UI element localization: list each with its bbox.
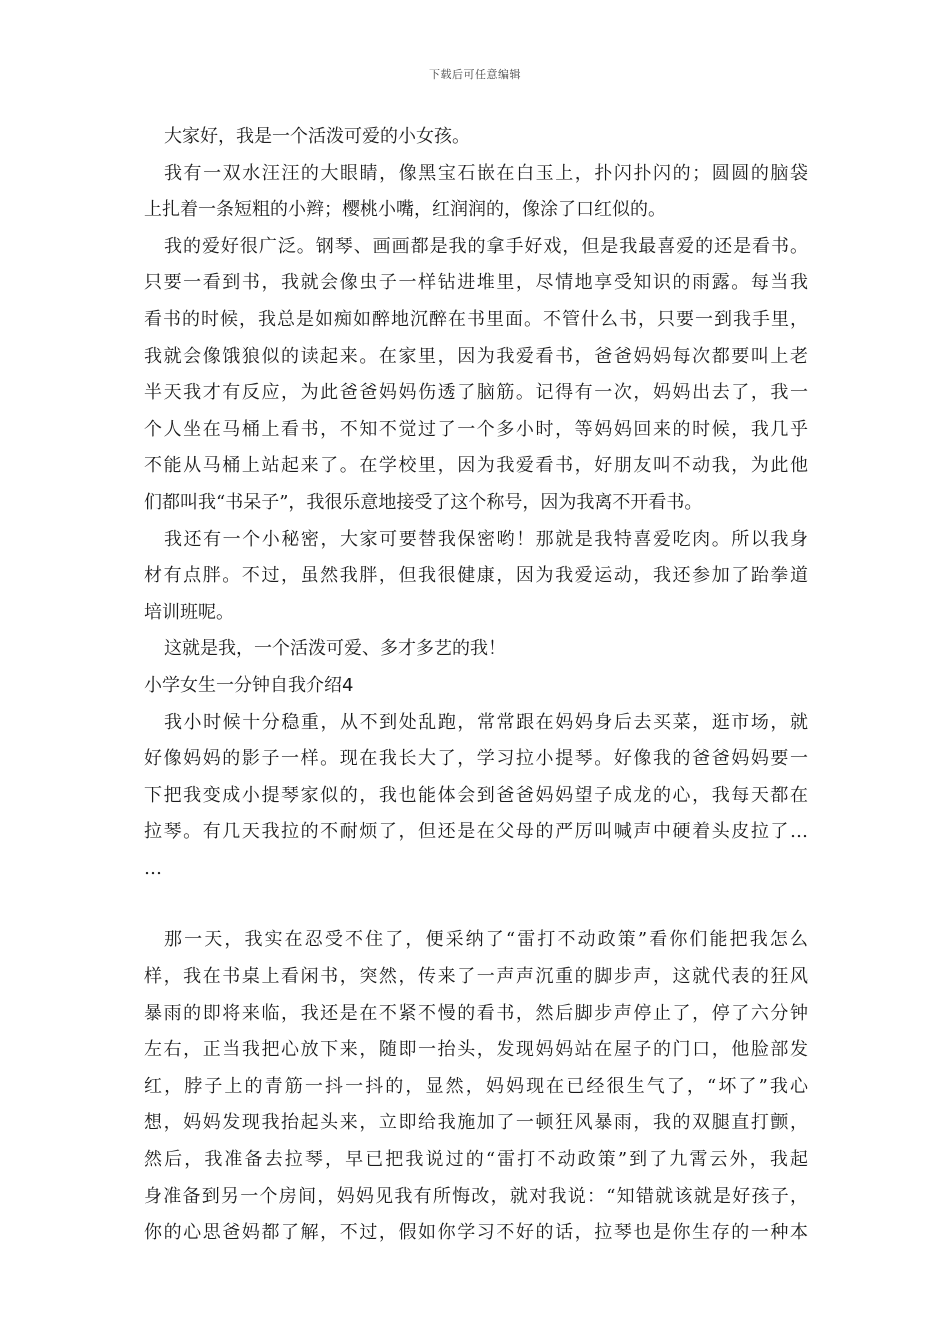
text-line: 你的心思爸妈都了解，不过，假如你学习不好的话，拉琴也是你生存的一种本 [144,1222,808,1244]
document-body [144,119,808,1252]
text-line: 暴雨的即将来临，我还是在不紧不慢的看书，然后脚步声停止了，停了六分钟 [144,1002,808,1024]
text-line: 不能从马桶上站起来了。在学校里，因为我爱看书，好朋友叫不动我，为此他 [144,455,808,477]
text-line: 想，妈妈发现我抬起头来，立即给我施加了一顿狂风暴雨，我的双腿直打颤， [144,1112,808,1134]
text-line: 我有一双水汪汪的大眼睛，像黑宝石嵌在白玉上，扑闪扑闪的；圆圆的脑袋 [164,162,808,184]
text-line: 这就是我，一个活泼可爱、多才多艺的我！ [164,638,506,660]
text-line: … [144,857,162,879]
text-line: 们都叫我“书呆子”，我很乐意地接受了这个称号，因为我离不开看书。 [144,491,703,513]
text-line: 培训班呢。 [144,601,234,623]
text-line: 我就会像饿狼似的读起来。在家里，因为我爱看书，爸爸妈妈每次都要叫上老 [144,345,808,367]
section-paragraph-1 [144,705,808,888]
text-line: 大家好，我是一个活泼可爱的小女孩。 [164,126,470,147]
section-paragraph-2 [144,922,808,1251]
text-line: 半天我才有反应，为此爸爸妈妈伤透了脑筋。记得有一次，妈妈出去了，我一 [144,382,808,404]
text-line: 下把我变成小提琴家似的，我也能体会到爸爸妈妈望子成龙的心，我每天都在 [144,784,808,806]
text-line: 个人坐在马桶上看书，不知不觉过了一个多小时，等妈妈回来的时候，我几乎 [144,418,808,440]
intro-paragraphs [144,119,808,668]
text-line: 拉琴。有几天我拉的不耐烦了，但还是在父母的严厉叫喊声中硬着头皮拉了… [144,821,808,843]
text-line: 我的爱好很广泛。钢琴、画画都是我的拿手好戏，但是我最喜爱的还是看书。 [164,235,808,257]
text-line: 上扎着一条短粗的小辫；樱桃小嘴，红润润的，像涂了口红似的。 [144,199,666,221]
header-note: 下载后可任意编辑 [429,68,521,81]
text-line: 只要一看到书，我就会像虫子一样钻进堆里，尽情地享受知识的雨露。每当我 [144,272,808,294]
text-line: 好像妈妈的影子一样。现在我长大了，学习拉小提琴。好像我的爸爸妈妈要一 [144,748,808,770]
text-line: 身准备到另一个房间，妈妈见我有所悔改，就对我说：“知错就该就是好孩子， [144,1185,808,1207]
section-title: 小学女生一分钟自我介绍4 [144,674,354,696]
text-line: 我还有一个小秘密，大家可要替我保密哟！那就是我特喜爱吃肉。所以我身 [164,528,808,550]
text-line: 材有点胖。不过，虽然我胖，但我很健康，因为我爱运动，我还参加了跆拳道 [144,565,808,587]
text-line: 样，我在书桌上看闲书，突然，传来了一声声沉重的脚步声，这就代表的狂风 [144,966,808,988]
text-line: 看书的时候，我总是如痴如醉地沉醉在书里面。不管什么书，只要一到我手里， [144,308,808,330]
text-line: 那一天，我实在忍受不住了，便采纳了“雷打不动政策”看你们能把我怎么 [164,929,808,951]
paragraph-gap [144,887,808,922]
text-line: 红，脖子上的青筋一抖一抖的，显然，妈妈现在已经很生气了，“坏了”我心 [144,1075,808,1097]
text-line: 然后，我准备去拉琴，早已把我说过的“雷打不动政策”到了九霄云外，我起 [144,1149,808,1171]
text-line: 左右，正当我把心放下来，随即一抬头，发现妈妈站在屋子的门口，他脸部发 [144,1039,808,1061]
text-line: 我小时候十分稳重，从不到处乱跑，常常跟在妈妈身后去买菜，逛市场，就 [164,711,808,733]
